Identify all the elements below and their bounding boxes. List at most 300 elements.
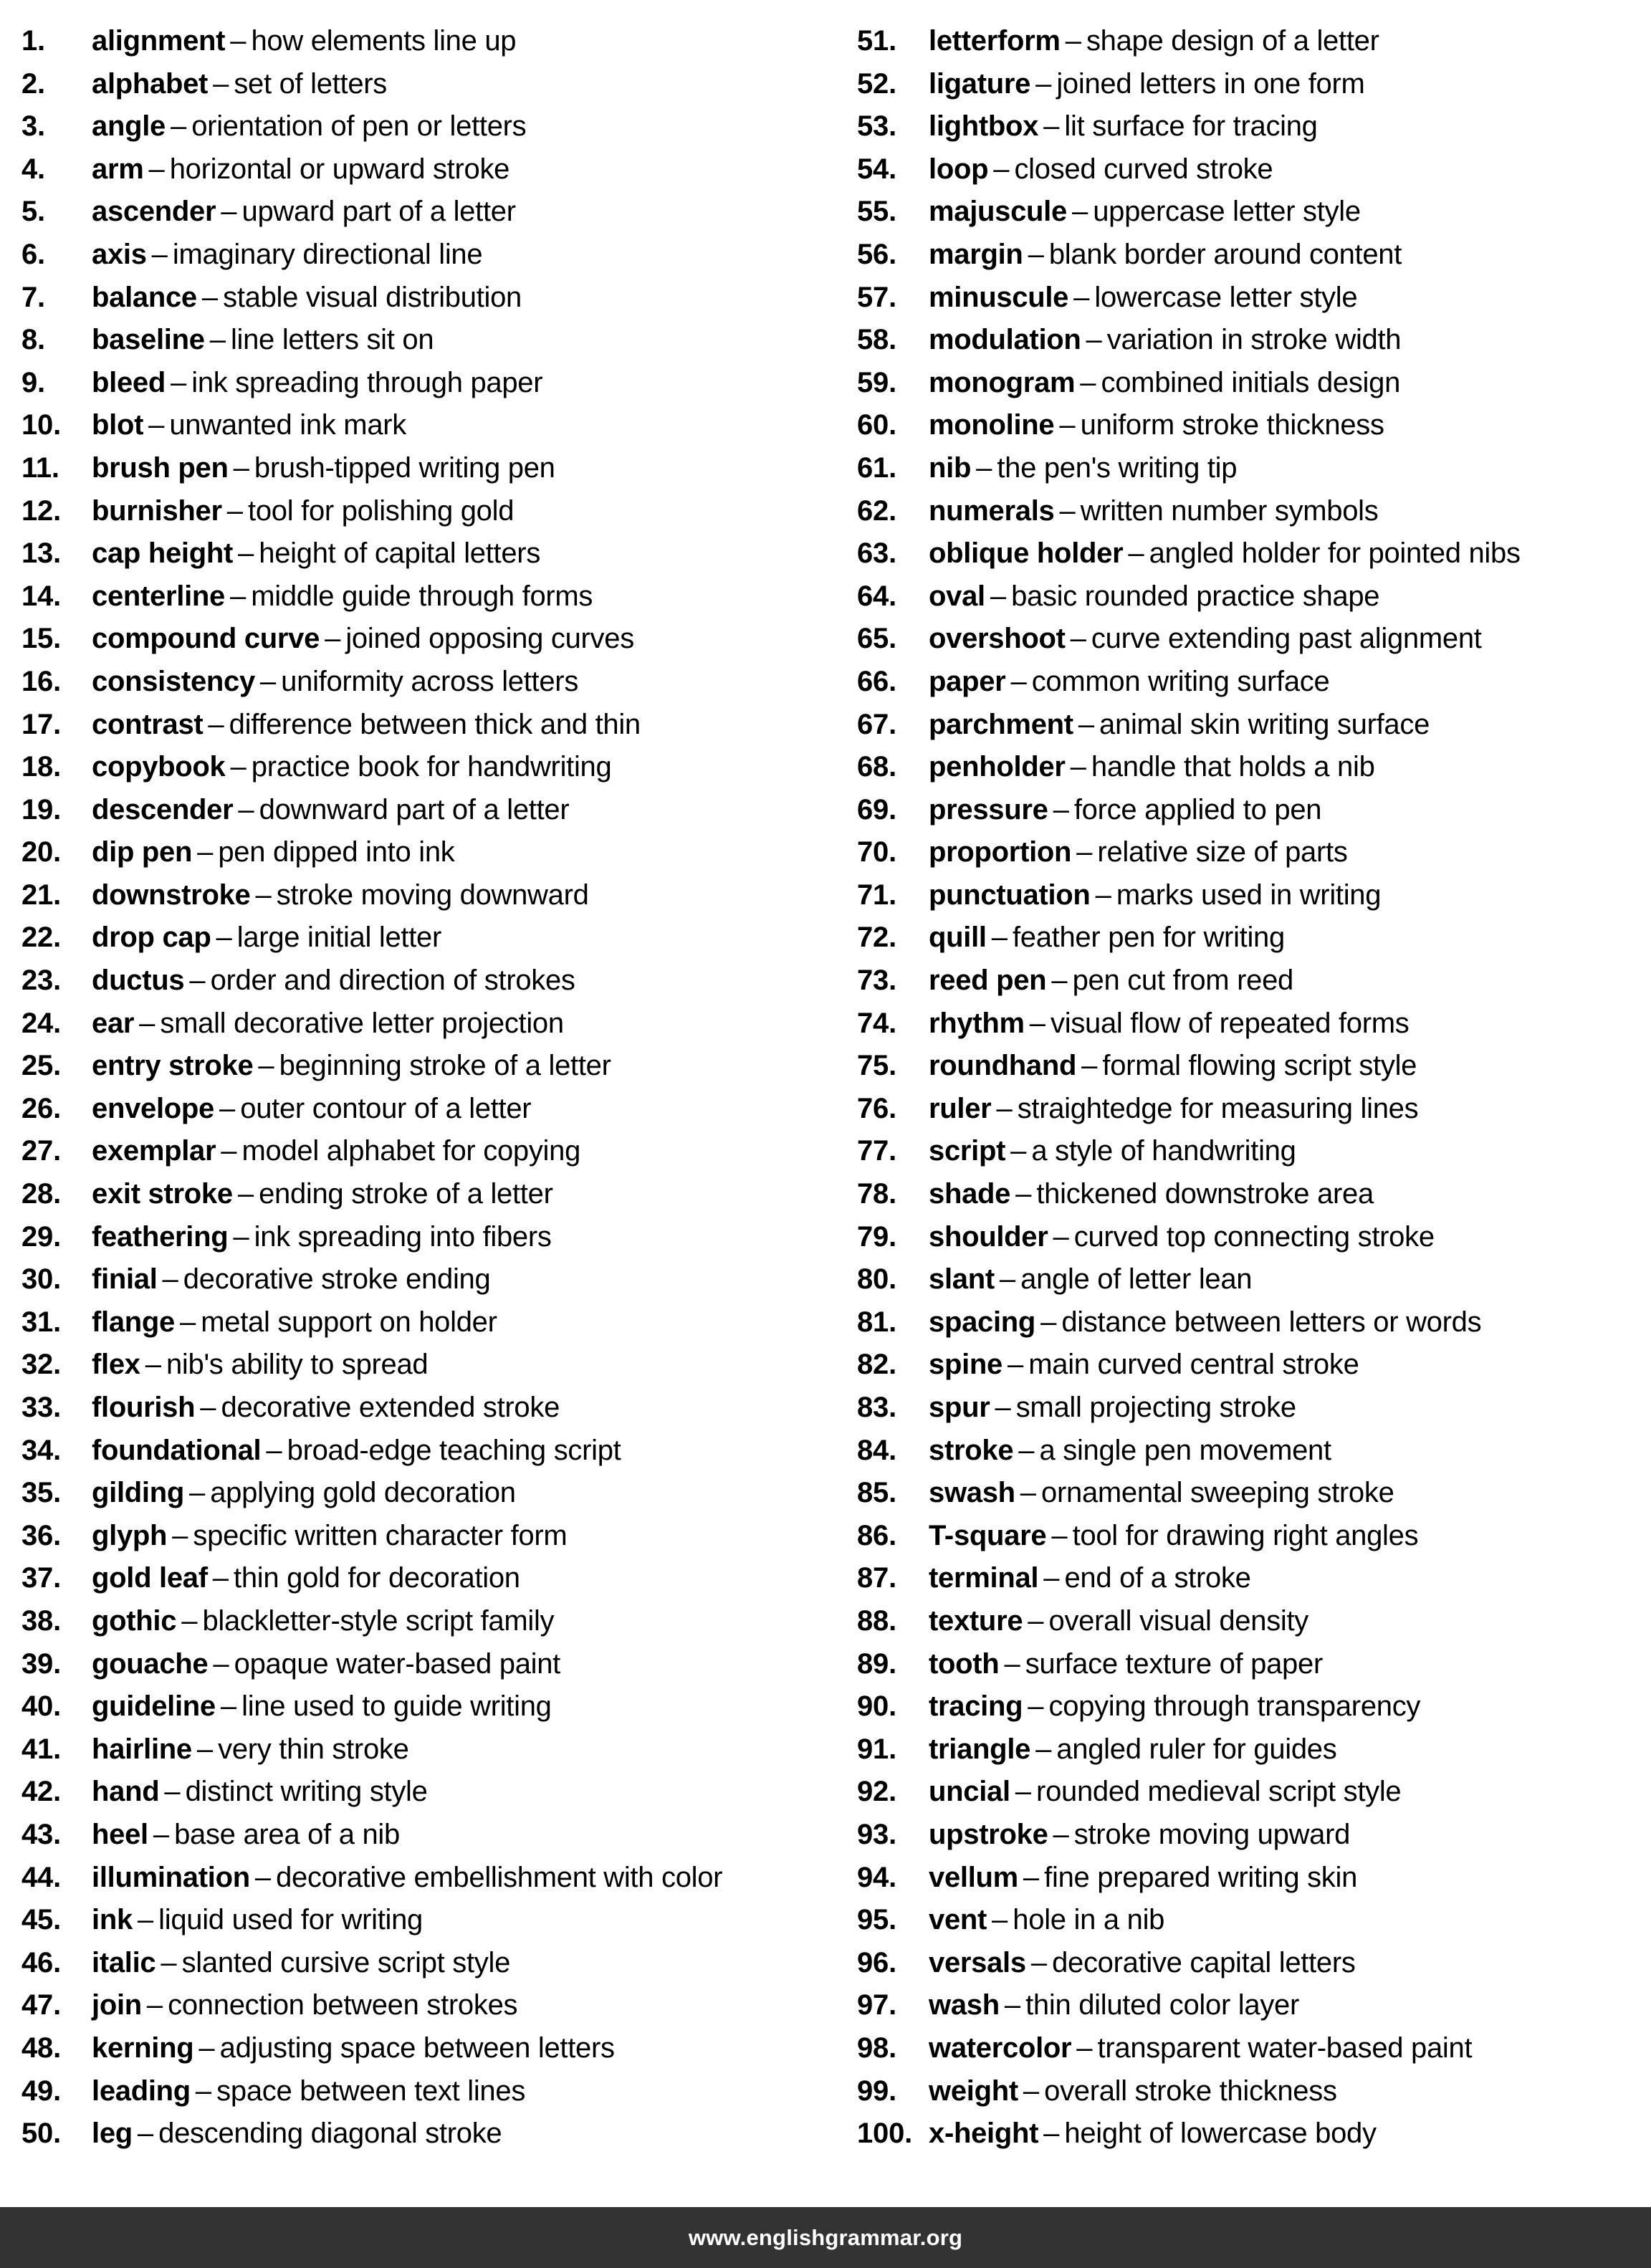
- entry-definition: combined initials design: [1101, 366, 1401, 398]
- entry-number: 46.: [21, 1946, 62, 1978]
- entry-separator: –: [145, 1349, 161, 1381]
- entry-definition: how elements line up: [251, 25, 517, 57]
- entry-definition: downward part of a letter: [259, 793, 570, 826]
- entry-separator: –: [195, 2075, 212, 2107]
- entry-definition: practice book for handwriting: [251, 751, 612, 783]
- entry-term: leg: [92, 2118, 133, 2150]
- entry-separator: –: [198, 2032, 215, 2064]
- glossary-entry: [857, 63, 1651, 106]
- entry-definition: ending stroke of a letter: [259, 1178, 553, 1210]
- entry-number: 52.: [857, 67, 897, 100]
- glossary-entry: [21, 1771, 846, 1814]
- glossary-entry: [857, 917, 1651, 960]
- entry-definition: thin gold for decoration: [234, 1562, 520, 1594]
- entry-definition: blackletter-style script family: [202, 1604, 555, 1637]
- glossary-entry: [21, 1088, 846, 1131]
- entry-number: 38.: [21, 1604, 62, 1637]
- entry-term: majuscule: [929, 196, 1067, 228]
- entry-term: ductus: [92, 965, 185, 997]
- entry-term: weight: [929, 2075, 1018, 2107]
- glossary-entry: [21, 1814, 846, 1857]
- entry-number: 79.: [857, 1220, 897, 1253]
- entry-definition: space between text lines: [216, 2075, 526, 2107]
- entry-term: margin: [929, 238, 1023, 270]
- entry-definition: overall visual density: [1048, 1604, 1308, 1637]
- entry-term: gilding: [92, 1477, 184, 1509]
- entry-number: 33.: [21, 1392, 62, 1423]
- entry-term: lightbox: [929, 110, 1039, 143]
- entry-number: 51.: [857, 25, 897, 57]
- entry-number: 92.: [857, 1776, 897, 1808]
- entry-definition: curved top connecting stroke: [1073, 1220, 1435, 1253]
- glossary-entry: [21, 447, 846, 490]
- entry-definition: orientation of pen or letters: [191, 110, 527, 143]
- entry-definition: relative size of parts: [1097, 836, 1348, 869]
- entry-term: contrast: [92, 708, 204, 740]
- entry-term: proportion: [929, 836, 1072, 869]
- entry-term: swash: [929, 1477, 1015, 1509]
- glossary-entry: [21, 1857, 846, 1900]
- entry-number: 99.: [857, 2075, 897, 2107]
- entry-number: 48.: [21, 2032, 62, 2064]
- glossary-entry: [21, 20, 846, 63]
- glossary-entry: [857, 1600, 1651, 1643]
- glossary-entry: [21, 661, 846, 704]
- entry-term: guideline: [92, 1690, 216, 1723]
- entry-number: 50.: [21, 2118, 62, 2150]
- entry-term: foundational: [92, 1434, 262, 1466]
- entry-number: 69.: [857, 793, 897, 826]
- entry-term: triangle: [929, 1733, 1031, 1765]
- entry-definition: applying gold decoration: [210, 1477, 516, 1509]
- entry-term: glyph: [92, 1519, 168, 1551]
- entry-number: 40.: [21, 1690, 62, 1723]
- entry-separator: –: [229, 580, 247, 612]
- entry-separator: –: [995, 1392, 1011, 1423]
- glossary-entry: [857, 1344, 1651, 1387]
- entry-term: ascender: [92, 196, 216, 228]
- entry-separator: –: [991, 922, 1008, 954]
- entry-number: 88.: [857, 1604, 897, 1637]
- entry-separator: –: [226, 494, 244, 527]
- entry-number: 78.: [857, 1178, 897, 1210]
- entry-number: 15.: [21, 623, 62, 655]
- entry-number: 85.: [857, 1477, 897, 1509]
- entry-term: penholder: [929, 751, 1066, 783]
- entry-term: modulation: [929, 324, 1081, 356]
- entry-term: compound curve: [92, 623, 320, 655]
- entry-separator: –: [230, 25, 247, 57]
- entry-separator: –: [1073, 281, 1090, 313]
- entry-separator: –: [221, 1135, 237, 1167]
- glossary-entry: [21, 917, 846, 960]
- entry-term: rhythm: [929, 1007, 1025, 1039]
- entry-separator: –: [216, 922, 232, 954]
- entry-separator: –: [999, 1263, 1016, 1296]
- entry-number: 14.: [21, 580, 62, 612]
- entry-term: spacing: [929, 1306, 1036, 1338]
- entry-number: 65.: [857, 623, 897, 655]
- glossary-entry: [857, 1942, 1651, 1985]
- entry-number: 12.: [21, 494, 62, 527]
- entry-definition: descending diagonal stroke: [158, 2118, 502, 2150]
- entry-definition: ink spreading through paper: [191, 366, 543, 398]
- entry-term: tracing: [929, 1690, 1023, 1723]
- glossary-entry: [21, 148, 846, 191]
- entry-definition: imaginary directional line: [172, 238, 483, 270]
- entry-definition: set of letters: [234, 67, 387, 100]
- entry-term: hand: [92, 1776, 160, 1808]
- entry-term: hairline: [92, 1733, 192, 1765]
- entry-term: exit stroke: [92, 1178, 233, 1210]
- entry-separator: –: [208, 708, 224, 740]
- entry-number: 11.: [21, 451, 59, 484]
- glossary-entry: [21, 1344, 846, 1387]
- glossary-entry: [857, 362, 1651, 405]
- glossary-column-right: [846, 20, 1651, 2155]
- entry-number: 82.: [857, 1349, 897, 1381]
- glossary-entry: [857, 532, 1651, 575]
- glossary-entry: [857, 874, 1651, 917]
- entry-number: 5.: [21, 196, 45, 228]
- entry-number: 8.: [21, 324, 45, 356]
- entry-separator: –: [148, 409, 165, 441]
- glossary-entry: [857, 1258, 1651, 1301]
- entry-definition: ornamental sweeping stroke: [1041, 1477, 1394, 1509]
- footer-url[interactable]: www.englishgrammar.org: [688, 2224, 963, 2250]
- glossary-entry: [857, 1984, 1651, 2027]
- entry-separator: –: [1080, 366, 1096, 398]
- entry-definition: handle that holds a nib: [1091, 751, 1375, 783]
- entry-number: 4.: [21, 153, 45, 185]
- entry-term: watercolor: [929, 2032, 1072, 2064]
- entry-definition: connection between strokes: [168, 1989, 518, 2021]
- entry-separator: –: [197, 836, 214, 869]
- glossary-entry: [21, 277, 846, 320]
- glossary-entry: [857, 789, 1651, 832]
- entry-term: wash: [929, 1989, 1000, 2021]
- entry-number: 97.: [857, 1989, 897, 2021]
- entry-definition: stroke moving downward: [276, 879, 589, 911]
- glossary-entry: [857, 1430, 1651, 1473]
- entry-term: entry stroke: [92, 1050, 254, 1082]
- entry-separator: –: [1076, 836, 1093, 869]
- glossary-entry: [21, 831, 846, 874]
- entry-term: vent: [929, 1904, 987, 1936]
- entry-term: alignment: [92, 25, 226, 57]
- entry-separator: –: [201, 281, 219, 313]
- glossary-entry: [857, 1387, 1651, 1430]
- entry-number: 77.: [857, 1135, 897, 1167]
- entry-term: roundhand: [929, 1050, 1077, 1082]
- entry-number: 63.: [857, 537, 897, 570]
- entry-term: italic: [92, 1946, 156, 1978]
- entry-separator: –: [1015, 1178, 1032, 1210]
- entry-number: 42.: [21, 1776, 62, 1808]
- entry-term: alphabet: [92, 67, 209, 100]
- entry-number: 60.: [857, 409, 897, 441]
- glossary-entry: [21, 1387, 846, 1430]
- entry-number: 18.: [21, 751, 62, 783]
- glossary-entry: [21, 1003, 846, 1046]
- entry-separator: –: [170, 110, 187, 143]
- entry-separator: –: [1051, 965, 1068, 997]
- entry-term: dip pen: [92, 836, 193, 869]
- entry-term: flex: [92, 1349, 140, 1381]
- entry-number: 3.: [21, 110, 45, 143]
- entry-number: 39.: [21, 1647, 62, 1680]
- entry-term: monogram: [929, 366, 1076, 398]
- entry-definition: distance between letters or words: [1061, 1306, 1482, 1338]
- entry-number: 22.: [21, 922, 62, 954]
- entry-term: pressure: [929, 793, 1048, 826]
- glossary-entry: [21, 1643, 846, 1686]
- entry-term: x-height: [929, 2118, 1039, 2150]
- entry-term: feathering: [92, 1220, 229, 1253]
- entry-term: quill: [929, 922, 987, 954]
- entry-definition: horizontal or upward stroke: [169, 153, 510, 185]
- entry-definition: liquid used for writing: [158, 1904, 423, 1936]
- entry-term: brush pen: [92, 451, 229, 484]
- entry-definition: a style of handwriting: [1031, 1135, 1296, 1167]
- entry-term: baseline: [92, 324, 205, 356]
- entry-number: 74.: [857, 1007, 897, 1039]
- entry-number: 1.: [21, 25, 45, 57]
- entry-separator: –: [213, 67, 229, 100]
- entry-definition: difference between thick and thin: [229, 708, 641, 740]
- entry-separator: –: [1086, 324, 1102, 356]
- entry-term: flange: [92, 1306, 175, 1338]
- entry-number: 64.: [857, 580, 897, 612]
- entry-number: 71.: [857, 879, 897, 911]
- entry-definition: visual flow of repeated forms: [1051, 1007, 1410, 1039]
- entry-number: 66.: [857, 665, 897, 697]
- entry-definition: angle of letter lean: [1020, 1263, 1253, 1296]
- entry-number: 75.: [857, 1050, 897, 1082]
- glossary-entry: [21, 789, 846, 832]
- entry-number: 19.: [21, 793, 62, 826]
- entry-separator: –: [238, 793, 254, 826]
- entry-separator: –: [1128, 537, 1144, 570]
- entry-term: terminal: [929, 1562, 1039, 1594]
- entry-definition: slanted cursive script style: [181, 1946, 511, 1978]
- glossary-entry: [857, 960, 1651, 1003]
- entry-term: uncial: [929, 1776, 1010, 1808]
- entry-term: illumination: [92, 1861, 250, 1893]
- glossary-entry: [857, 277, 1651, 320]
- glossary-entry: [857, 2027, 1651, 2070]
- entry-separator: –: [139, 1007, 155, 1039]
- entry-definition: stable visual distribution: [223, 281, 522, 313]
- entry-term: consistency: [92, 665, 255, 697]
- glossary-entry: [21, 1045, 846, 1088]
- entry-separator: –: [1065, 25, 1081, 57]
- entry-separator: –: [1035, 1733, 1052, 1765]
- entry-number: 73.: [857, 965, 897, 997]
- entry-term: letterform: [929, 25, 1061, 57]
- entry-definition: written number symbols: [1080, 494, 1379, 527]
- entry-definition: pen cut from reed: [1072, 965, 1293, 997]
- glossary-entry: [857, 1557, 1651, 1600]
- glossary-entry: [21, 1472, 846, 1515]
- entry-definition: outer contour of a letter: [240, 1092, 532, 1124]
- entry-term: minuscule: [929, 281, 1069, 313]
- entry-separator: –: [233, 451, 249, 484]
- entry-separator: –: [219, 1092, 236, 1124]
- glossary-column-left: [0, 20, 846, 2155]
- entry-separator: –: [1023, 2075, 1040, 2107]
- glossary-entry: [21, 1728, 846, 1771]
- entry-definition: lowercase letter style: [1094, 281, 1358, 313]
- entry-separator: –: [1004, 1989, 1021, 2021]
- glossary-entry: [21, 1130, 846, 1173]
- entry-separator: –: [233, 1220, 249, 1253]
- entry-separator: –: [1028, 238, 1044, 270]
- entry-term: centerline: [92, 580, 225, 612]
- glossary-entry: [857, 148, 1651, 191]
- glossary-entry: [857, 1130, 1651, 1173]
- entry-definition: tool for polishing gold: [248, 494, 515, 527]
- entry-separator: –: [1053, 793, 1069, 826]
- entry-separator: –: [1007, 1349, 1024, 1381]
- entry-separator: –: [1081, 1050, 1098, 1082]
- glossary-entry: [21, 1301, 846, 1344]
- entry-separator: –: [151, 238, 168, 270]
- entry-number: 44.: [21, 1861, 62, 1893]
- entry-number: 84.: [857, 1434, 897, 1466]
- entry-term: numerals: [929, 494, 1055, 527]
- entry-term: copybook: [92, 751, 226, 783]
- entry-number: 53.: [857, 110, 897, 143]
- entry-term: versals: [929, 1946, 1026, 1978]
- entry-definition: nib's ability to spread: [166, 1349, 429, 1381]
- entry-definition: animal skin writing surface: [1099, 708, 1430, 740]
- entry-separator: –: [1043, 110, 1060, 143]
- entry-separator: –: [170, 366, 187, 398]
- entry-separator: –: [1053, 1220, 1069, 1253]
- entry-term: script: [929, 1135, 1006, 1167]
- entry-separator: –: [1004, 1647, 1020, 1680]
- entry-definition: decorative capital letters: [1052, 1946, 1356, 1978]
- entry-number: 21.: [21, 879, 62, 911]
- glossary-entry: [857, 1088, 1651, 1131]
- entry-number: 24.: [21, 1007, 62, 1039]
- entry-separator: –: [1053, 1818, 1069, 1850]
- entry-definition: base area of a nib: [174, 1818, 400, 1850]
- entry-separator: –: [189, 965, 206, 997]
- entry-number: 89.: [857, 1647, 897, 1680]
- entry-separator: –: [1076, 2032, 1093, 2064]
- entry-separator: –: [1078, 708, 1095, 740]
- entry-term: slant: [929, 1263, 995, 1296]
- entry-separator: –: [1071, 196, 1088, 228]
- entry-term: ligature: [929, 67, 1031, 100]
- entry-separator: –: [1035, 67, 1052, 100]
- entry-separator: –: [1043, 1562, 1060, 1594]
- glossary-entry: [857, 1643, 1651, 1686]
- entry-term: vellum: [929, 1861, 1018, 1893]
- entry-number: 27.: [21, 1135, 62, 1167]
- entry-number: 91.: [857, 1733, 897, 1765]
- entry-separator: –: [254, 1861, 272, 1893]
- entry-number: 49.: [21, 2075, 62, 2107]
- entry-number: 55.: [857, 196, 897, 228]
- entry-separator: –: [137, 1904, 154, 1936]
- entry-separator: –: [266, 1434, 282, 1466]
- entry-separator: –: [255, 879, 272, 911]
- glossary-entry: [21, 1430, 846, 1473]
- glossary-entry: [857, 319, 1651, 362]
- glossary-entry: [21, 319, 846, 362]
- entry-number: 9.: [21, 366, 45, 398]
- entry-term: oblique holder: [929, 537, 1124, 570]
- entry-number: 13.: [21, 537, 62, 570]
- entry-definition: main curved central stroke: [1028, 1349, 1359, 1381]
- entry-term: drop cap: [92, 922, 211, 954]
- glossary-entry: [857, 105, 1651, 148]
- entry-number: 67.: [857, 708, 897, 740]
- entry-definition: stroke moving upward: [1073, 1818, 1351, 1850]
- entry-definition: specific written character form: [193, 1519, 568, 1551]
- entry-definition: decorative stroke ending: [183, 1263, 491, 1296]
- entry-term: stroke: [929, 1434, 1014, 1466]
- glossary-entry: [21, 105, 846, 148]
- entry-number: 37.: [21, 1562, 62, 1594]
- entry-term: join: [92, 1989, 142, 2021]
- glossary-entry: [857, 1045, 1651, 1088]
- entry-separator: –: [996, 1092, 1013, 1124]
- entry-separator: –: [213, 1647, 229, 1680]
- entry-definition: fine prepared writing skin: [1044, 1861, 1358, 1893]
- entry-separator: –: [1070, 751, 1086, 783]
- entry-definition: pen dipped into ink: [218, 836, 455, 869]
- glossary-entry: [21, 704, 846, 747]
- glossary-entry: [857, 234, 1651, 277]
- glossary-entry: [857, 575, 1651, 618]
- entry-definition: hole in a nib: [1013, 1904, 1165, 1936]
- entry-term: heel: [92, 1818, 148, 1850]
- entry-number: 2.: [21, 67, 45, 100]
- entry-term: parchment: [929, 708, 1073, 740]
- entry-term: ear: [92, 1007, 135, 1039]
- entry-number: 26.: [21, 1092, 62, 1124]
- entry-definition: ink spreading into fibers: [254, 1220, 552, 1253]
- entry-number: 17.: [21, 708, 62, 740]
- glossary-entry: [21, 1984, 846, 2027]
- entry-separator: –: [1095, 879, 1111, 911]
- entry-term: loop: [929, 153, 989, 185]
- glossary-entry: [21, 1899, 846, 1942]
- glossary-entry: [21, 1515, 846, 1558]
- entry-definition: surface texture of paper: [1025, 1647, 1323, 1680]
- entry-definition: copying through transparency: [1048, 1690, 1421, 1723]
- entry-definition: variation in stroke width: [1106, 324, 1402, 356]
- entry-definition: common writing surface: [1031, 665, 1330, 697]
- entry-definition: large initial letter: [236, 922, 442, 954]
- entry-definition: feather pen for writing: [1012, 922, 1285, 954]
- entry-separator: –: [1059, 494, 1076, 527]
- entry-number: 10.: [21, 409, 62, 441]
- entry-separator: –: [200, 1392, 216, 1423]
- entry-definition: unwanted ink mark: [169, 409, 406, 441]
- entry-number: 56.: [857, 238, 897, 270]
- entry-term: oval: [929, 580, 985, 612]
- entry-separator: –: [180, 1306, 196, 1338]
- glossary-entry: [21, 1258, 846, 1301]
- entry-definition: uppercase letter style: [1093, 196, 1361, 228]
- entry-definition: decorative embellishment with color: [276, 1861, 723, 1893]
- entry-number: 32.: [21, 1349, 62, 1381]
